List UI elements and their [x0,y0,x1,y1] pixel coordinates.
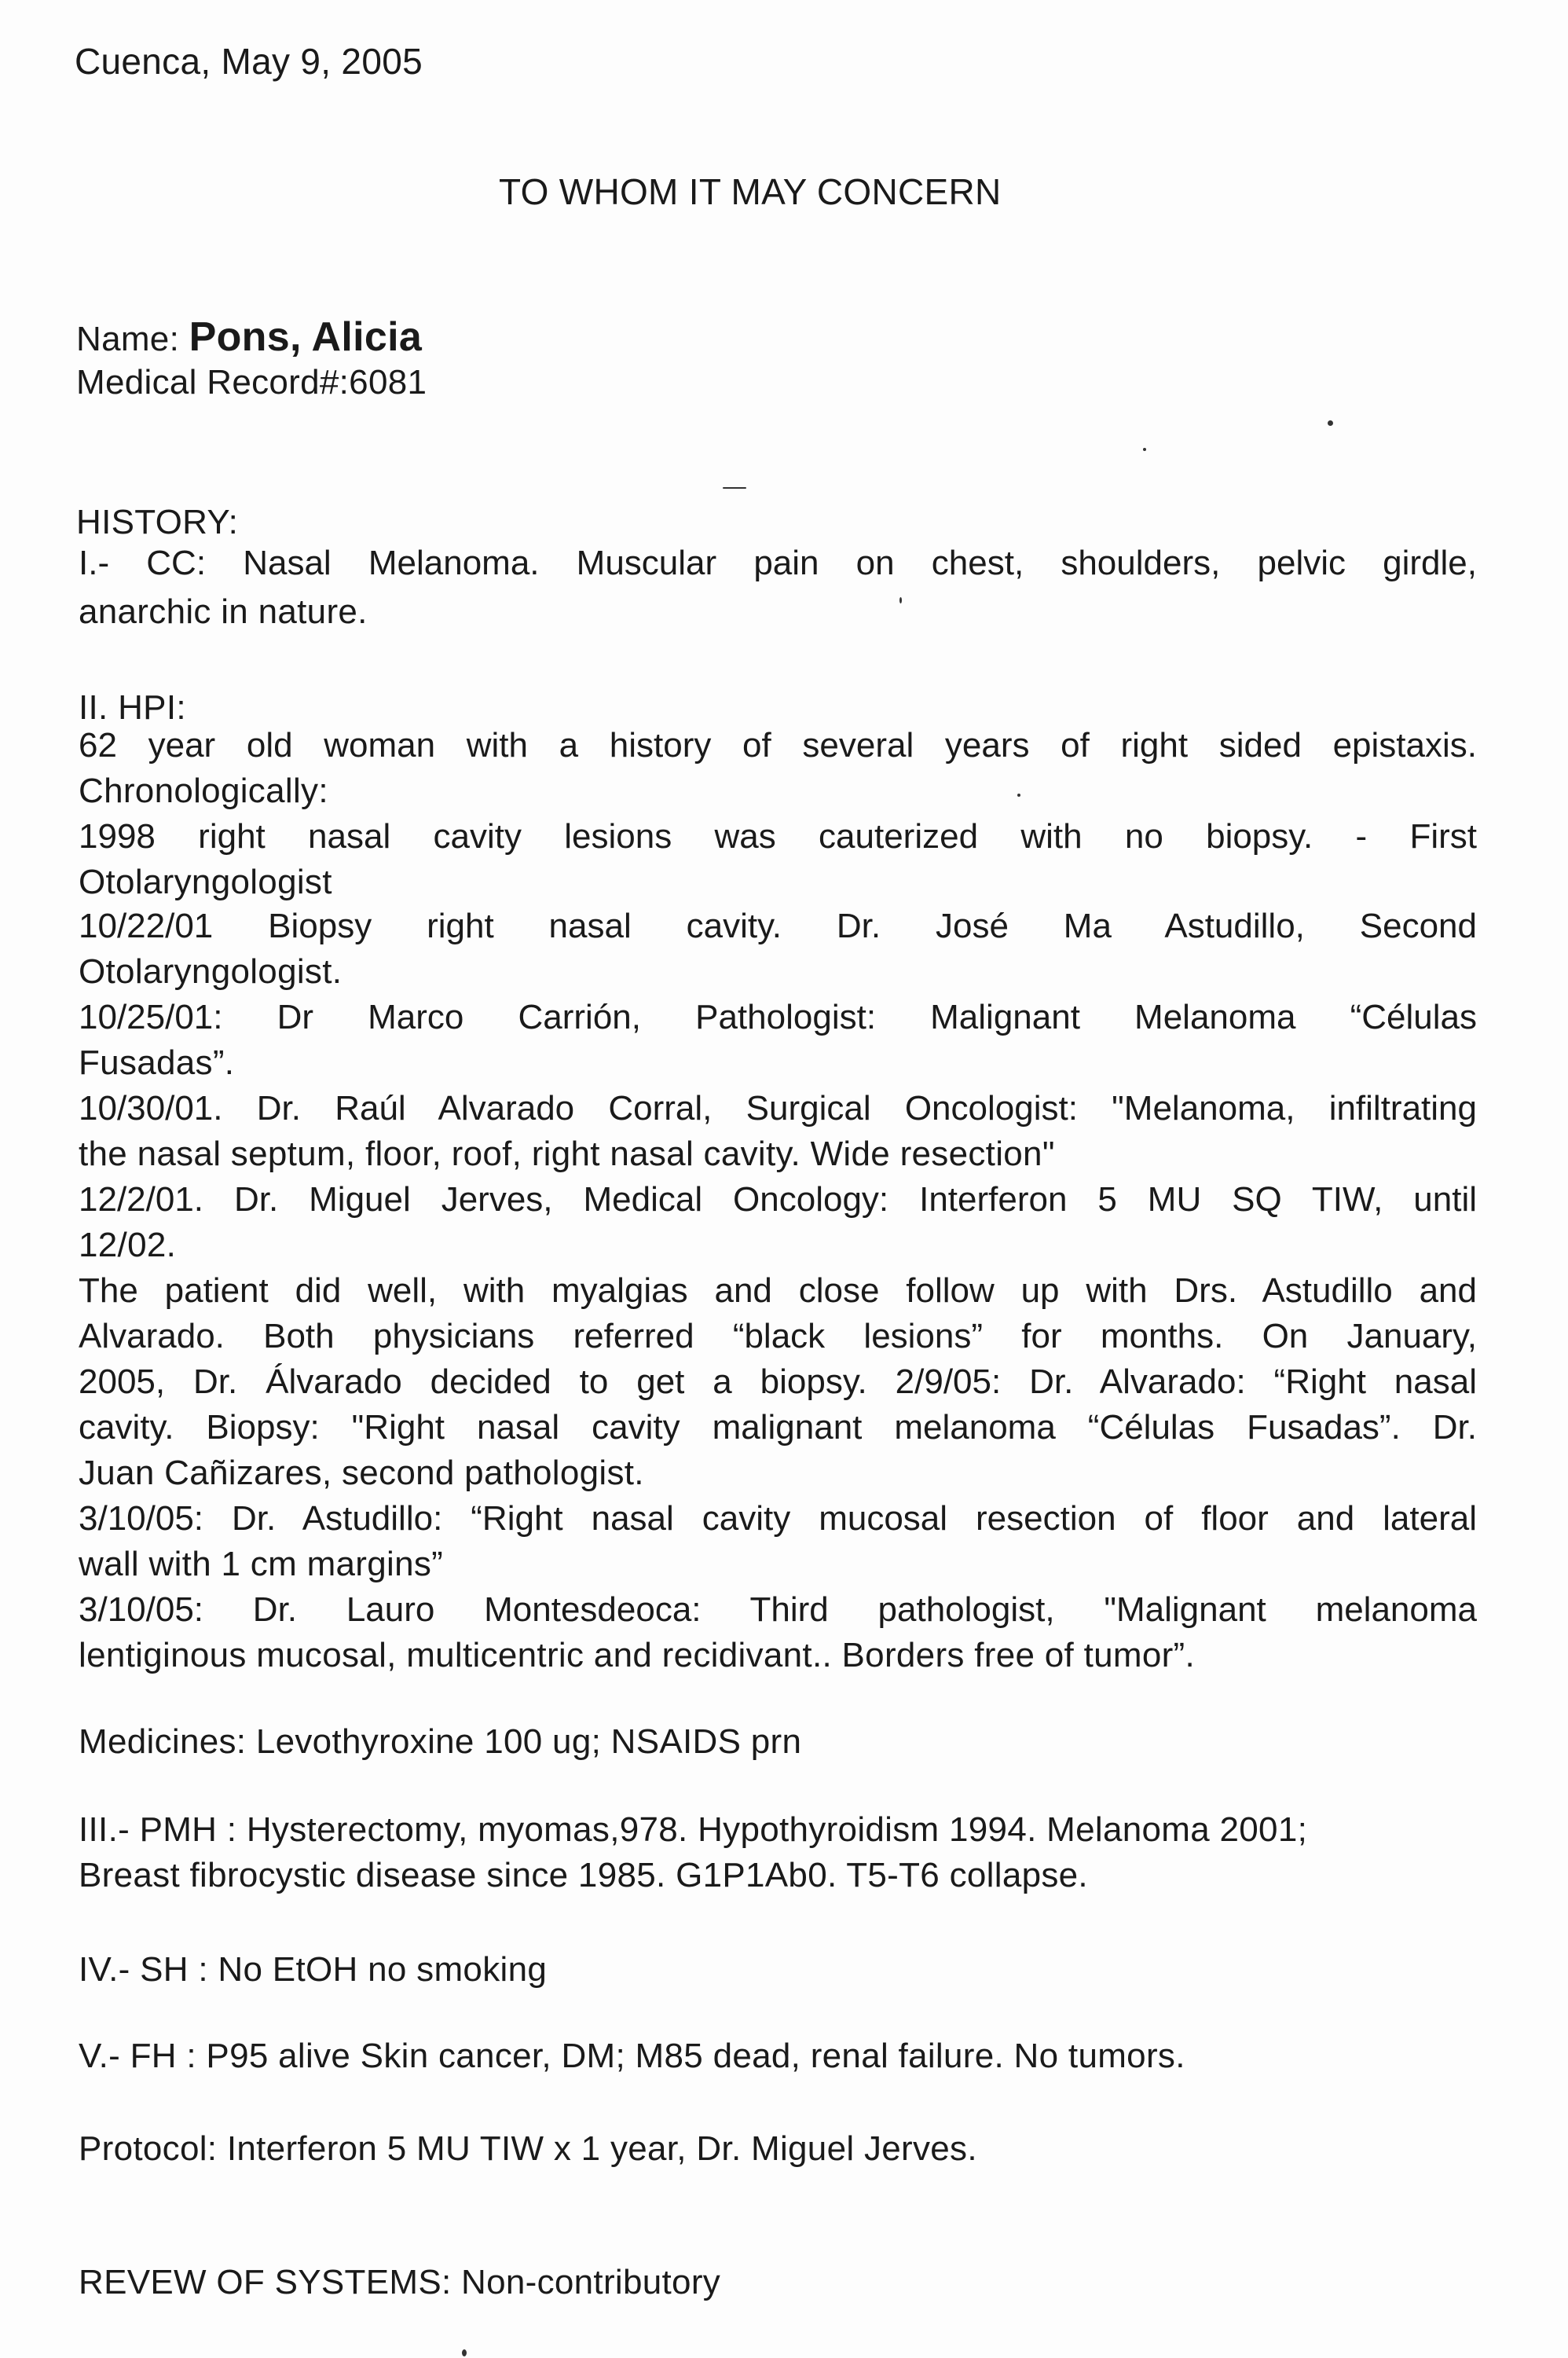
date-line: Cuenca, May 9, 2005 [75,41,423,82]
family-history-line: V.- FH : P95 alive Skin cancer, DM; M85 dead, renal failure. No tumors. [79,2037,1185,2075]
hpi-line: Juan Cañizares, second pathologist. [79,1454,644,1492]
hpi-line: Otolaryngologist. [79,952,343,991]
hpi-line: the nasal septum, floor, roof, right nasal cavity. Wide resection" [79,1135,1055,1173]
cc-line-2: anarchic in nature. [79,592,368,631]
hpi-line: The patient did well, with myalgias and close follow up with Drs. Astudillo and [79,1271,1477,1310]
social-history-line: IV.- SH : No EtOH no smoking [79,1950,548,1989]
review-of-systems-line: REVEW OF SYSTEMS: Non-contributory [79,2263,721,2301]
hpi-line: Otolaryngologist [79,863,332,901]
hpi-line: Fusadas”. [79,1043,235,1082]
hpi-line: 3/10/05: Dr. Lauro Montesdeoca: Third pathologist, "Malignant melanoma [79,1590,1477,1629]
history-heading: HISTORY: [76,503,239,541]
patient-name-label: Name: [76,320,180,358]
hpi-line: Chronologically: [79,772,328,810]
cc-line-1: I.- CC: Nasal Melanoma. Muscular pain on chest, shoulders, pelvic girdle, [79,544,1477,582]
hpi-line: cavity. Biopsy: "Right nasal cavity malignant melanoma “Células Fusadas”. Dr. [79,1408,1477,1447]
hpi-line: 12/02. [79,1226,177,1264]
pmh-line-1: III.- PMH : Hysterectomy, myomas,978. Hypothyroidism 1994. Melanoma 2001; [79,1810,1308,1849]
protocol-line: Protocol: Interferon 5 MU TIW x 1 year, Dr. Miguel Jerves. [79,2129,977,2168]
hpi-heading: II. HPI: [79,688,186,727]
hpi-line: 62 year old woman with a history of several years of right sided epistaxis. [79,726,1477,765]
hpi-line: 10/30/01. Dr. Raúl Alvarado Corral, Surgical Oncologist: "Melanoma, infiltrating [79,1089,1477,1128]
hpi-line: wall with 1 cm margins” [79,1545,444,1583]
hpi-line: 3/10/05: Dr. Astudillo: “Right nasal cavity mucosal resection of floor and lateral [79,1499,1477,1538]
hpi-line: 2005, Dr. Álvarado decided to get a biopsy. 2/9/05: Dr. Alvarado: “Right nasal [79,1362,1477,1401]
medicines-line: Medicines: Levothyroxine 100 ug; NSAIDS prn [79,1722,802,1761]
hpi-line: 1998 right nasal cavity lesions was cauterized with no biopsy. - First [79,817,1477,856]
hpi-line: 10/22/01 Biopsy right nasal cavity. Dr. José Ma Astudillo, Second [79,907,1477,945]
salutation: TO WHOM IT MAY CONCERN [499,171,1002,212]
patient-name-line [76,314,422,361]
pmh-line-2: Breast fibrocystic disease since 1985. G1P1Ab0. T5-T6 collapse. [79,1856,1088,1894]
hpi-line: lentiginous mucosal, multicentric and recidivant.. Borders free of tumor”. [79,1636,1196,1674]
hpi-line: 10/25/01: Dr Marco Carrión, Pathologist: Malignant Melanoma “Células [79,998,1477,1036]
medical-record-line: Medical Record#:6081 [76,363,427,402]
patient-name-value: Pons, Alicia [189,314,423,360]
hpi-line: Alvarado. Both physicians referred “black lesions” for months. On January, [79,1317,1477,1355]
hpi-line: 12/2/01. Dr. Miguel Jerves, Medical Oncology: Interferon 5 MU SQ TIW, until [79,1180,1477,1219]
